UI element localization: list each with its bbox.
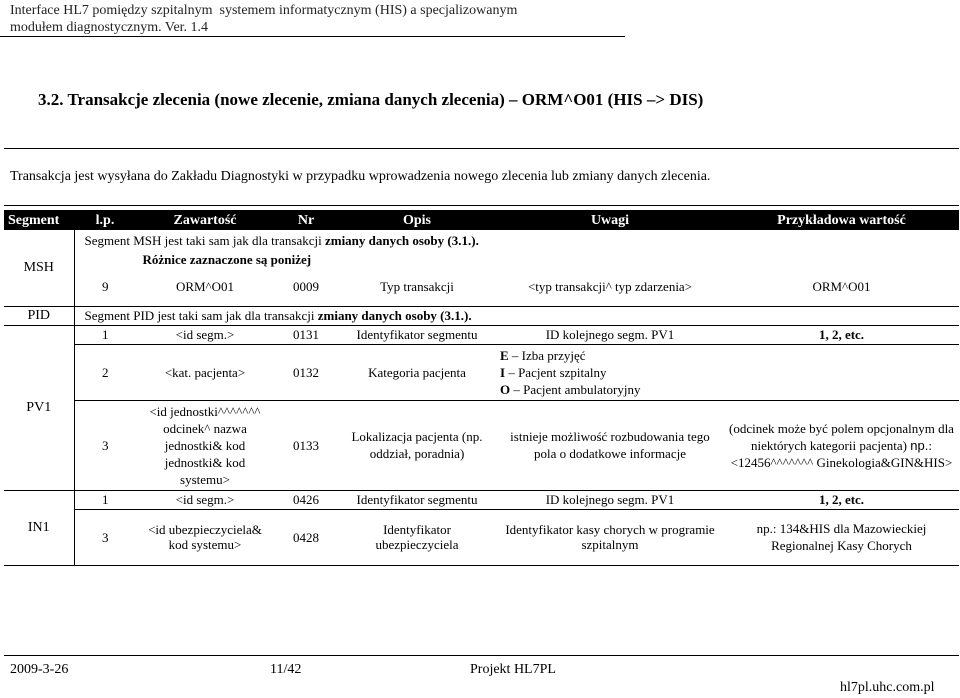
table-row xyxy=(4,509,959,565)
col-content: Zawartość xyxy=(136,210,274,230)
pv1-r2-lp: 2 xyxy=(74,344,136,400)
in1-r1-content: <id segm.> xyxy=(136,490,274,509)
in1-r1-lp: 1 xyxy=(74,490,136,509)
patient-category-i: I – Pacjent szpitalny xyxy=(500,364,607,380)
msh-note-bold: zmiany danych osoby (3.1.). xyxy=(324,232,479,248)
in1-r1-example xyxy=(724,490,959,509)
col-notes: Uwagi xyxy=(496,210,724,230)
pid-note-text: Segment PID jest taki sam jak dla transakcji xyxy=(84,308,318,323)
pv1-r3-desc: Lokalizacja pacjenta (np. oddział, poradnia) xyxy=(338,400,496,490)
col-example: Przykładowa wartość xyxy=(724,210,959,230)
pv1-r3-example xyxy=(724,400,959,490)
in1-r1-example-text: 1, 2, etc. xyxy=(818,492,865,507)
msh-notes: <typ transakcji^ typ zdarzenia> xyxy=(496,268,724,306)
in1-r2-lp: 3 xyxy=(74,509,136,565)
in1-r1-desc: Identyfikator segmentu xyxy=(338,490,496,509)
document-header xyxy=(10,2,517,36)
msh-note-text: Segment MSH jest taki sam jak dla transakcji xyxy=(84,232,325,248)
msh-nr: 0009 xyxy=(274,268,338,306)
in1-r2-desc: Identyfikator ubezpieczyciela xyxy=(338,509,496,565)
in1-r2-content: <id ubezpieczyciela& kod systemu> xyxy=(136,509,274,565)
patient-category-e: E – Izba przyjęć xyxy=(500,347,586,363)
segment-pv1: PV1 xyxy=(4,325,74,490)
pv1-r3-notes: istnieje możliwość rozbudowania tego pola o dodatkowe informacje xyxy=(496,400,724,490)
table-row xyxy=(4,490,959,509)
header-line-2: modułem diagnostycznym. Ver. 1.4 xyxy=(10,20,209,35)
pv1-r2-nr: 0132 xyxy=(274,344,338,400)
pv1-r3-example-text: (odcinek może być polem opcjonalnym dla niektórych kategorii pacjenta) xyxy=(729,420,954,453)
section-heading: 3.2. Transakcje zlecenia (nowe zlecenie, zmiana danych zlecenia) – ORM^O01 (HIS –> DIS) xyxy=(38,90,704,109)
table-row xyxy=(4,268,959,306)
msh-note xyxy=(74,230,959,250)
segment-pid: PID xyxy=(4,306,74,325)
pv1-r1-notes: ID kolejnego segm. PV1 xyxy=(496,325,724,344)
in1-r2-nr: 0428 xyxy=(274,509,338,565)
pv1-r3-content: <id jednostki^^^^^^^ odcinek^ nazwa jednostki& kod jednostki& kod systemu> xyxy=(136,400,274,490)
pid-note-bold: zmiany danych osoby (3.1.). xyxy=(317,308,472,323)
pv1-r1-content: <id segm.> xyxy=(136,325,274,344)
table-row xyxy=(4,250,959,268)
in1-r1-notes: ID kolejnego segm. PV1 xyxy=(496,490,724,509)
pv1-r2-example xyxy=(724,344,959,400)
pv1-r2-desc: Kategoria pacjenta xyxy=(338,344,496,400)
table-header-row xyxy=(4,210,959,230)
msh-differences: Różnice zaznaczone są poniżej xyxy=(74,250,959,268)
header-divider xyxy=(0,36,625,37)
col-nr: Nr xyxy=(274,210,338,230)
pv1-r3-nr: 0133 xyxy=(274,400,338,490)
col-lp: l.p. xyxy=(74,210,136,230)
segment-msh: MSH xyxy=(4,230,74,306)
msh-content: ORM^O01 xyxy=(136,268,274,306)
intro-text: Transakcja jest wysyłana do Zakładu Diagnostyki w przypadku wprowadzenia nowego zlecenia lub zmiany danych zlecenia. xyxy=(10,169,711,184)
table-row xyxy=(4,230,959,250)
footer-date: 2009-3-26 xyxy=(10,662,69,677)
pv1-r2-content: <kat. pacjenta> xyxy=(136,344,274,400)
segment-in1: IN1 xyxy=(4,490,74,565)
table-row xyxy=(4,306,959,325)
intro-box xyxy=(4,148,959,206)
pv1-r3-example-value: : <12456^^^^^^^ Ginekologia&GIN&HIS> xyxy=(730,437,953,470)
pv1-r1-lp: 1 xyxy=(74,325,136,344)
table-row xyxy=(4,344,959,400)
header-line-1: Interface HL7 pomiędzy szpitalnym systemem informatycznym (HIS) a specjalizowanym xyxy=(10,3,518,18)
table-row xyxy=(4,400,959,490)
patient-category-o: O – Pacjent ambulatoryjny xyxy=(500,381,641,397)
pv1-r1-nr: 0131 xyxy=(274,325,338,344)
pv1-r1-example xyxy=(724,325,959,344)
in1-r2-notes: Identyfikator kasy chorych w programie szpitalnym xyxy=(496,509,724,565)
col-segment: Segment xyxy=(4,210,74,230)
msh-lp: 9 xyxy=(74,268,136,306)
msh-example: ORM^O01 xyxy=(724,268,959,306)
table-row xyxy=(4,325,959,344)
footer-divider xyxy=(4,655,959,656)
in1-r1-nr: 0426 xyxy=(274,490,338,509)
footer-site: hl7pl.uhc.com.pl xyxy=(840,680,935,695)
msh-desc: Typ transakcji xyxy=(338,268,496,306)
footer-page: 11/42 xyxy=(270,662,302,677)
pv1-r1-desc: Identyfikator segmentu xyxy=(338,325,496,344)
footer-project: Projekt HL7PL xyxy=(470,662,556,677)
in1-r2-example: np.: 134&HIS dla Mazowieckiej Regionalnej Kasy Chorych xyxy=(724,509,959,565)
transaction-table xyxy=(4,210,959,566)
pv1-r2-notes xyxy=(496,344,724,400)
pv1-r1-example-text: 1, 2, etc. xyxy=(818,327,865,342)
pv1-r3-lp: 3 xyxy=(74,400,136,490)
col-desc: Opis xyxy=(338,210,496,230)
pv1-r3-example-np: np. xyxy=(910,437,929,453)
pid-note xyxy=(74,306,959,325)
